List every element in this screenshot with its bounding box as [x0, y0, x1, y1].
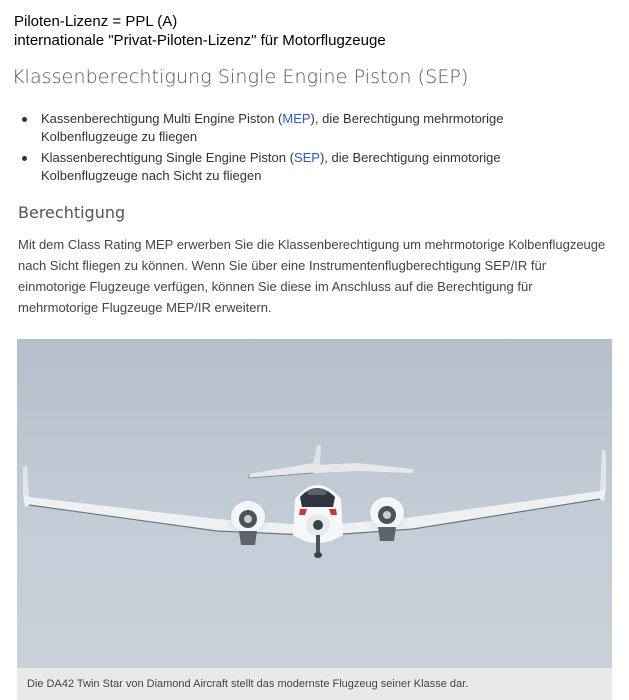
- mep-link[interactable]: MEP: [282, 111, 311, 126]
- rating-list: [20, 110, 600, 188]
- bullet-icon: [22, 156, 27, 161]
- list-item-text-before: Klassenberechtigung Single Engine Piston (: [41, 150, 294, 165]
- license-header: [14, 12, 386, 50]
- list-item-text-before: Kassenberechtigung Multi Engine Piston (: [41, 111, 283, 126]
- berechtigung-paragraph: Mit dem Class Rating MEP erwerben Sie die Klassenberechtigung um mehrmotorige Kolbenflugzeuge nach Sicht fliegen zu können. Wenn Sie über eine Instrumentenflugberechtigung SEP/IR für einmotorige Flugzeuge verfügen, können Sie diese im Anschluss auf die Berechtigung für mehrmotorige Flugzeuge MEP/IR erweitern.: [18, 237, 606, 315]
- sep-link[interactable]: SEP: [293, 150, 320, 165]
- bullet-icon: [22, 117, 27, 122]
- list-item: [20, 149, 600, 185]
- twin-engine-aircraft-icon: [17, 339, 612, 668]
- section-title: Klassenberechtigung Single Engine Piston (SEP): [12, 66, 469, 88]
- license-subtitle: internationale "Privat-Piloten-Lizenz" für Motorflugzeuge: [14, 32, 386, 49]
- list-item-text-after: ), die Berechtigung einmotorige Kolbenflugzeuge nach Sicht zu fliegen: [41, 150, 501, 183]
- photo-caption: Die DA42 Twin Star von Diamond Aircraft stellt das modernste Flugzeug seiner Klasse dar.: [17, 668, 612, 700]
- list-item: [20, 110, 600, 146]
- license-title: Piloten-Lizenz = PPL (A): [14, 13, 178, 30]
- aircraft-photo: [17, 339, 612, 668]
- list-item-text-after: ), die Berechtigung mehrmotorige Kolbenflugzeuge zu fliegen: [41, 111, 504, 144]
- berechtigung-heading: Berechtigung: [18, 203, 126, 222]
